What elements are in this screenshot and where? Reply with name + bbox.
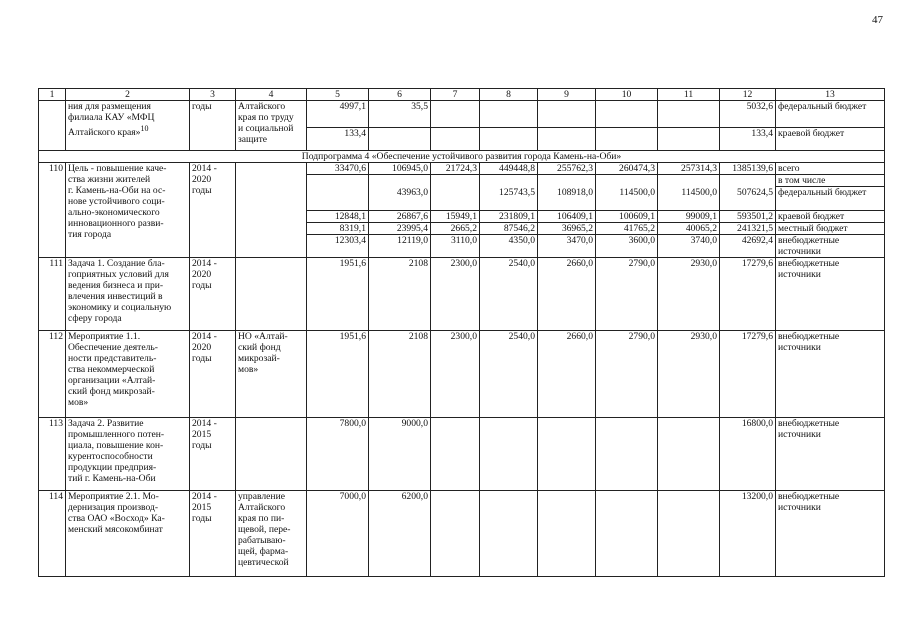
value-cell: 106945,0 [369,163,431,175]
value-cell: 3600,0 [596,235,658,258]
total-cell: 507624,5 [720,187,776,211]
years-cell: 2014 - 2020 годы [190,258,236,331]
header-cell: 12 [720,89,776,101]
total-cell: 593501,2 [720,211,776,223]
value-cell [596,128,658,151]
page-number: 47 [872,14,883,26]
measure-name-cell: Задача 1. Создание бла- гоприятных условий для ведения бизнеса и при- влечения инвестиций в экономику и социальную сферу города [66,258,190,331]
value-cell: 2540,0 [480,258,538,331]
funding-source-cell: в том числе [776,175,885,187]
value-cell: 21724,3 [431,163,480,175]
value-cell [538,418,596,491]
value-cell [658,418,720,491]
executor-cell [236,258,307,331]
value-cell: 12848,1 [307,211,369,223]
value-cell: 7000,0 [307,491,369,577]
value-cell [480,175,538,187]
value-cell: 231809,1 [480,211,538,223]
value-cell: 26867,6 [369,211,431,223]
executor-cell: Алтайского края по труду и социальной защите [236,101,307,151]
value-cell [369,128,431,151]
value-cell [596,175,658,187]
table-row [39,163,885,175]
row-number-cell: 114 [39,491,66,577]
value-cell [431,101,480,128]
value-cell: 8319,1 [307,223,369,235]
value-cell: 2930,0 [658,258,720,331]
executor-cell [236,418,307,491]
value-cell [480,101,538,128]
header-cell: 4 [236,89,307,101]
total-cell [720,175,776,187]
years-cell: 2014 - 2015 годы [190,418,236,491]
header-row [39,89,885,101]
value-cell: 12303,4 [307,235,369,258]
header-cell: 9 [538,89,596,101]
years-cell: 2014 - 2020 годы [190,163,236,258]
table-row [39,258,885,331]
row-number-cell: 113 [39,418,66,491]
value-cell: 114500,0 [658,187,720,211]
total-cell: 5032,6 [720,101,776,128]
row-number-cell: 112 [39,331,66,418]
header-cell: 5 [307,89,369,101]
value-cell: 2930,0 [658,331,720,418]
value-cell: 9000,0 [369,418,431,491]
value-cell: 114500,0 [596,187,658,211]
header-cell: 10 [596,89,658,101]
value-cell [431,128,480,151]
measure-name-cell: Цель - повышение каче- ства жизни жителей г. Камень-на-Оби на ос- нове устойчивого соци- ально-экономического инновационного разви- тия города [66,163,190,258]
value-cell [480,128,538,151]
subprogram-title: Подпрограмма 4 «Обеспечение устойчивого развития города Камень-на-Оби» [39,151,885,163]
total-cell: 17279,6 [720,331,776,418]
funding-source-cell: внебюджетные источники [776,491,885,577]
value-cell [369,175,431,187]
header-cell: 3 [190,89,236,101]
budget-table [38,88,885,577]
value-cell: 133,4 [307,128,369,151]
row-number-cell: 110 [39,163,66,258]
value-cell [307,187,369,211]
funding-source-cell: внебюджетные источники [776,235,885,258]
value-cell [596,418,658,491]
value-cell: 2660,0 [538,331,596,418]
value-cell [307,175,369,187]
row-number-cell: 111 [39,258,66,331]
value-cell: 2108 [369,331,431,418]
value-cell: 3470,0 [538,235,596,258]
years-cell: годы [190,101,236,151]
total-cell: 13200,0 [720,491,776,577]
value-cell [658,128,720,151]
funding-source-cell: внебюджетные источники [776,418,885,491]
value-cell: 36965,2 [538,223,596,235]
value-cell: 2790,0 [596,258,658,331]
total-cell: 1385139,6 [720,163,776,175]
value-cell: 2108 [369,258,431,331]
value-cell: 1951,6 [307,258,369,331]
value-cell: 3110,0 [431,235,480,258]
value-cell [480,491,538,577]
value-cell [658,101,720,128]
years-cell: 2014 - 2020 годы [190,331,236,418]
table-row [39,331,885,418]
value-cell: 40065,2 [658,223,720,235]
value-cell [480,418,538,491]
value-cell: 2660,0 [538,258,596,331]
total-cell: 16800,0 [720,418,776,491]
funding-source-cell: внебюджетные источники [776,258,885,331]
header-cell: 13 [776,89,885,101]
value-cell: 41765,2 [596,223,658,235]
value-cell: 23995,4 [369,223,431,235]
funding-source-cell: краевой бюджет [776,128,885,151]
funding-source-cell: краевой бюджет [776,211,885,223]
value-cell [596,491,658,577]
header-cell: 8 [480,89,538,101]
value-cell [431,187,480,211]
value-cell: 6200,0 [369,491,431,577]
value-cell: 106409,1 [538,211,596,223]
row-number-cell [39,101,66,151]
header-cell: 6 [369,89,431,101]
value-cell [538,491,596,577]
funding-source-cell: местный бюджет [776,223,885,235]
value-cell: 15949,1 [431,211,480,223]
value-cell: 108918,0 [538,187,596,211]
funding-source-cell: федеральный бюджет [776,187,885,211]
value-cell [658,491,720,577]
funding-source-cell: внебюджетные источники [776,331,885,418]
value-cell: 255762,3 [538,163,596,175]
value-cell: 7800,0 [307,418,369,491]
measure-name-cell: Задача 2. Развитие промышленного потен- циала, повышение кон- курентоспособности продукции предприя- тий г. Камень-на-Оби [66,418,190,491]
footnote-mark: 10 [140,124,149,133]
executor-cell [236,163,307,258]
value-cell: 2300,0 [431,258,480,331]
value-cell: 35,5 [369,101,431,128]
measure-name-cell: Мероприятие 1.1. Обеспечение деятель- ности представитель- ства некоммерческой организации «Алтай- ский фонд микрозай- мов» [66,331,190,418]
total-cell: 241321,5 [720,223,776,235]
value-cell: 100609,1 [596,211,658,223]
measure-name-cell: ния для размещения филиала КАУ «МФЦ Алтайского края»$^{10}$ [66,101,190,151]
value-cell [431,491,480,577]
value-cell [596,101,658,128]
subprogram-row [39,151,885,163]
value-cell: 2300,0 [431,331,480,418]
total-cell: 133,4 [720,128,776,151]
value-cell: 2790,0 [596,331,658,418]
value-cell: 87546,2 [480,223,538,235]
funding-source-cell: всего [776,163,885,175]
funding-source-cell: федеральный бюджет [776,101,885,128]
table-row [39,491,885,577]
value-cell: 99009,1 [658,211,720,223]
value-cell [538,101,596,128]
value-cell: 33470,6 [307,163,369,175]
value-cell: 1951,6 [307,331,369,418]
value-cell: 4350,0 [480,235,538,258]
header-cell: 7 [431,89,480,101]
value-cell: 43963,0 [369,187,431,211]
measure-name-cell: Мероприятие 2.1. Мо- дернизация производ- ства ОАО «Восход» Ка- менский мясокомбинат [66,491,190,577]
header-cell: 1 [39,89,66,101]
executor-cell: НО «Алтай- ский фонд микрозай- мов» [236,331,307,418]
value-cell: 260474,3 [596,163,658,175]
value-cell: 449448,8 [480,163,538,175]
value-cell [538,175,596,187]
total-cell: 17279,6 [720,258,776,331]
value-cell: 125743,5 [480,187,538,211]
value-cell [431,418,480,491]
value-cell: 12119,0 [369,235,431,258]
value-cell [538,128,596,151]
value-cell: 4997,1 [307,101,369,128]
header-cell: 2 [66,89,190,101]
table-row [39,101,885,128]
value-cell [658,175,720,187]
executor-cell: управление Алтайского края по пи- щевой, пере- рабатываю- щей, фарма- цевтической [236,491,307,577]
value-cell: 3740,0 [658,235,720,258]
value-cell: 2665,2 [431,223,480,235]
total-cell: 42692,4 [720,235,776,258]
value-cell: 257314,3 [658,163,720,175]
table-row [39,418,885,491]
years-cell: 2014 - 2015 годы [190,491,236,577]
header-cell: 11 [658,89,720,101]
value-cell: 2540,0 [480,331,538,418]
value-cell [431,175,480,187]
